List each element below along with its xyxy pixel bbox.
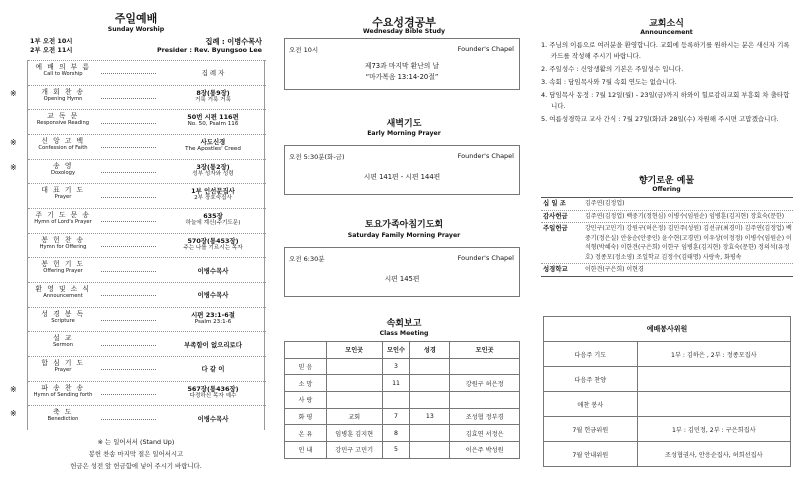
- table-header-cell: 모인곳: [450, 342, 520, 359]
- order-label-en: Prayer: [54, 367, 72, 373]
- order-row: [28, 356, 266, 381]
- table-header-cell: [285, 342, 327, 359]
- table-cell: [410, 375, 450, 392]
- order-value: [160, 187, 266, 202]
- table-row: [544, 417, 791, 442]
- order-value-main: 570장(통453장): [187, 236, 239, 245]
- stand-marker: ※: [10, 138, 17, 147]
- order-value: [160, 113, 266, 128]
- worship-order: [10, 60, 265, 430]
- order-label-ko: 예 배 의 부 름: [35, 63, 91, 71]
- news-item: 4. 담임목사 동정 : 7월 12일(월) - 23일(금)까지 하와이 힐로감리교회 부흥회 차 출타합니다.: [541, 91, 790, 110]
- order-value-sub: 성부 성자와 성령: [192, 170, 234, 177]
- order-row: [28, 233, 266, 258]
- order-label: [28, 137, 98, 152]
- news-item: 2. 주일성수 : 신앙생활의 기본은 주일성수 입니다.: [541, 65, 684, 73]
- table-row: [285, 442, 520, 459]
- table-cell: 조성협권사, 안응순집사, 허희선집사: [637, 442, 790, 467]
- order-value-main: 50번 시편 116편: [187, 113, 239, 122]
- order-value: [160, 163, 266, 178]
- order-value: [160, 267, 266, 275]
- order-label-ko: 대 표 기 도: [41, 186, 85, 195]
- order-label-en: Prayer: [54, 194, 72, 201]
- presider-ko: 집례 : 이병수목사: [205, 37, 262, 46]
- order-label-en: Call to Worship: [43, 71, 83, 77]
- table-cell: 강민구 고민기: [326, 442, 382, 459]
- offering-category: 감사헌금: [543, 211, 568, 220]
- order-label: [28, 334, 98, 349]
- table-cell: 8: [382, 425, 410, 442]
- order-value-sub: 2부 장호숙집사: [194, 195, 232, 202]
- saturday-title: 토요가족아침기도회: [364, 220, 444, 230]
- dawn-box: [284, 145, 520, 195]
- table-cell: [410, 392, 450, 409]
- order-value-main: 부족함이 없으리로다: [184, 340, 242, 349]
- table-row: [285, 392, 520, 409]
- table-header-cell: 성경: [410, 342, 450, 359]
- order-value: [160, 311, 266, 326]
- table-row: [285, 425, 520, 442]
- worship-subtitle: Sunday Worship: [107, 26, 165, 33]
- order-row: [10, 381, 266, 406]
- order-value-main: 이병수목사: [197, 291, 229, 300]
- order-row: [28, 183, 266, 208]
- worship-title: 주일예배: [114, 12, 158, 25]
- service-time-2: 2부 오전 11시: [30, 46, 73, 54]
- order-dots: [101, 123, 156, 124]
- order-value: [160, 415, 266, 423]
- saturday-time: 오전 6:30분: [289, 255, 325, 263]
- order-label-en: Doxology: [50, 169, 76, 176]
- offering-category: 십 일 조: [543, 199, 566, 207]
- order-label: [28, 384, 98, 399]
- order-label-ko: 축 도: [53, 408, 73, 417]
- table-cell: 화 평: [285, 408, 327, 425]
- order-dots: [101, 394, 156, 395]
- table-cell: [410, 442, 450, 459]
- order-row: [28, 331, 266, 356]
- order-label-en: Hymn of Lord's Prayer: [34, 219, 92, 225]
- order-row: [28, 60, 266, 85]
- order-dots: [101, 369, 156, 370]
- order-value-main: 8장(통9장): [196, 88, 230, 97]
- order-label-ko: 교 독 문: [47, 112, 79, 121]
- offering-names: 김주연(김정업): [585, 200, 625, 207]
- offering-box-note: 헌금은 성전 앞 헌금함에 넣어 주시기 바랍니다.: [70, 462, 202, 470]
- news-title: 교회소식: [649, 19, 684, 29]
- order-label: [28, 211, 98, 226]
- table-row: [285, 358, 520, 375]
- order-dots: [101, 221, 156, 222]
- order-value-sub: Psalm 23:1-6: [194, 318, 232, 325]
- table-cell: 소 망: [285, 375, 327, 392]
- order-dots: [101, 197, 156, 198]
- table-cell: [326, 375, 382, 392]
- table-cell: 5: [382, 442, 410, 459]
- order-value-sub: 하늘에 계신(주기도문): [185, 220, 241, 226]
- table-cell: 11: [382, 375, 410, 392]
- saturday-scripture: 시편 145편: [384, 275, 420, 283]
- table-cell: 3: [382, 358, 410, 375]
- wednesday-subtitle: Wednesday Bible Study: [362, 28, 446, 35]
- service-time-1: 1부 오전 10시: [30, 37, 73, 45]
- order-value-main: 567장(통436장): [187, 384, 239, 393]
- offering-list: [541, 197, 793, 277]
- stand-marker: ※: [10, 162, 17, 172]
- order-dots: [101, 73, 156, 74]
- table-cell: [326, 358, 382, 375]
- wednesday-box: [284, 38, 520, 90]
- order-dots: [101, 345, 156, 346]
- offering-names: 김주연(김정업) 백중기(정현심) 이병수(임원순) 임병훈(김지현) 장효숙(문한): [585, 212, 785, 220]
- order-label-ko: 합 심 기 도: [41, 359, 85, 367]
- order-value-sub: 거룩 거룩 거룩: [195, 96, 231, 103]
- order-row: [10, 159, 266, 184]
- table-cell: 1부 : 김하은 , 2부 : 정종모집사: [637, 342, 790, 367]
- order-value: [160, 365, 266, 373]
- table-cell: 교회: [326, 408, 382, 425]
- table-cell: 7월 헌금위원: [544, 417, 638, 442]
- offering-subtitle: Offering: [652, 186, 681, 193]
- order-label-en: Responsive Reading: [36, 120, 90, 127]
- order-label: [28, 112, 98, 127]
- wednesday-time: 오전 10시: [289, 46, 319, 54]
- order-label-ko: 송 영: [53, 161, 73, 170]
- offering-row: [541, 223, 793, 264]
- table-row: [285, 408, 520, 425]
- table-cell: 13: [410, 408, 450, 425]
- table-cell: 임병훈 김지현: [326, 425, 382, 442]
- order-label-ko: 파 송 찬 송: [41, 383, 85, 392]
- order-dots: [101, 172, 156, 173]
- order-label: [28, 310, 98, 325]
- table-cell: 인 내: [285, 442, 327, 459]
- order-row: [28, 307, 266, 332]
- wednesday-title: 수요성경공부: [372, 16, 436, 29]
- dawn-subtitle: Early Morning Prayer: [367, 130, 441, 137]
- table-row: [544, 342, 791, 367]
- order-value: [160, 291, 266, 299]
- table-header-row: [544, 317, 791, 342]
- table-cell: 사 랑: [285, 392, 327, 409]
- order-row: [28, 208, 266, 233]
- schedule-column: [278, 0, 530, 485]
- stand-note: ※ 는 일어서서 (Stand Up): [97, 438, 175, 446]
- saturday-box: [284, 247, 520, 297]
- table-cell: 다음주 기도: [544, 342, 638, 367]
- table-cell: 이은주 박성원: [450, 442, 520, 459]
- order-label: [28, 359, 98, 374]
- news-item: 1. 주님의 이름으로 여러분을 환영합니다. 교회에 등록하기를 원하시는 분은 새신자 기록카드를 작성해 주시기 바랍니다.: [541, 41, 790, 60]
- order-value-sub: 다정하신 목자 예수: [189, 392, 237, 399]
- order-value-main: 이병수목사: [197, 266, 229, 275]
- table-row: [544, 392, 791, 417]
- table-cell: [450, 358, 520, 375]
- offering-title: 향기로운 예물: [638, 176, 695, 186]
- offering-names: 강민구(고민기) 강원구(허은정) 김민주(성원) 김선규(최경미) 김주연(김정업) 백중기(정은실) 안웅순(안중인) 윤수현(고경민) 이우상(이정정) 이병수(임원순) 이석형(박혜숙) 이한견(구은희) 이한구 임병훈(김지현) 장효숙(문한) 정의석(유정호) 정종모(정소영) 조일학교 김정수(김태명) 사랑속, 화평속: [585, 225, 792, 261]
- order-label-en: Opening Hymn: [43, 95, 83, 102]
- order-label-en: Announcement: [43, 293, 83, 299]
- order-label: [28, 63, 98, 78]
- order-label-ko: 봉 헌 찬 송: [41, 235, 85, 244]
- volunteers-table: [543, 316, 791, 467]
- dawn-place: Founder's Chapel: [457, 152, 514, 160]
- order-label-en: Confession of Faith: [38, 145, 88, 151]
- order-label-en: Scripture: [51, 317, 75, 324]
- table-cell: [450, 392, 520, 409]
- table-cell: 강원구 허은정: [450, 375, 520, 392]
- order-value-main: 시편 23:1-6절: [191, 310, 235, 319]
- order-value-main: 635장: [203, 212, 223, 220]
- order-value: [160, 138, 266, 153]
- order-row: [10, 405, 266, 430]
- offering-category: 성경학교: [543, 265, 568, 273]
- dawn-scripture: 시편 141편 - 시편 144편: [363, 173, 441, 181]
- order-row: [28, 282, 266, 307]
- order-label: [28, 260, 98, 275]
- order-label: [28, 162, 98, 177]
- order-dots: [101, 419, 156, 420]
- order-dots: [101, 295, 156, 296]
- table-cell: [637, 392, 790, 417]
- table-cell: [382, 392, 410, 409]
- order-value: [160, 341, 266, 349]
- dawn-title: 새벽기도: [386, 119, 422, 129]
- order-dots: [101, 246, 156, 247]
- table-cell: [410, 425, 450, 442]
- order-value: [160, 212, 266, 227]
- order-row: [28, 109, 266, 134]
- order-value-main: 다 같 이: [201, 365, 225, 374]
- table-header-row: [285, 342, 520, 359]
- order-value: [160, 385, 266, 400]
- order-label-en: Hymn of Sending forth: [33, 391, 93, 398]
- table-row: [544, 367, 791, 392]
- table-row: [285, 375, 520, 392]
- stand-marker: ※: [10, 384, 17, 394]
- table-cell: [410, 358, 450, 375]
- order-value-sub: The Apostles' Creed: [185, 146, 241, 152]
- order-value: [160, 69, 266, 77]
- order-label: [28, 186, 98, 201]
- order-row: [28, 257, 266, 282]
- order-value-main: 사도신경: [200, 138, 226, 146]
- offering-row: [541, 198, 793, 211]
- order-value-sub: No. 50, Psalm 116: [187, 121, 239, 128]
- stand-marker: ※: [10, 409, 17, 419]
- class-meeting-title: 속회보고: [386, 319, 422, 329]
- saturday-place: Founder's Chapel: [457, 254, 514, 262]
- table-cell: 김효연 서정은: [450, 425, 520, 442]
- table-header-cell: 모인곳: [326, 342, 382, 359]
- table-cell: 7: [382, 408, 410, 425]
- table-cell: 애찬 봉사: [544, 392, 638, 417]
- order-value: [160, 89, 266, 104]
- stand-marker: ※: [10, 88, 17, 98]
- order-value-main: 집 례 자: [201, 69, 225, 78]
- order-value-main: 1부 인선문집사: [191, 187, 235, 196]
- table-header-cell: 모인수: [382, 342, 410, 359]
- worship-column: [0, 0, 272, 485]
- table-cell: 7월 안내위원: [544, 442, 638, 467]
- presider-en: Presider : Rev. Byungsoo Lee: [156, 46, 262, 54]
- order-row: [10, 85, 266, 110]
- order-row: [10, 134, 266, 159]
- wednesday-lesson: 제73과 마지막 환난의 날: [364, 62, 440, 70]
- order-dots: [101, 320, 156, 321]
- order-label-en: Benediction: [47, 416, 79, 423]
- news-list: [541, 40, 791, 127]
- order-value-main: 이병수목사: [197, 414, 229, 423]
- order-value-main: 3장(통2장): [196, 162, 230, 171]
- order-label-en: Offering Prayer: [43, 268, 83, 275]
- order-label-ko: 성 경 봉 독: [41, 309, 85, 318]
- order-label: [28, 285, 98, 300]
- order-label-ko: 주 기 도 문 송: [35, 211, 91, 219]
- offering-row: [541, 264, 793, 276]
- class-meeting-table: [284, 341, 520, 459]
- order-label-en: Sermon: [52, 342, 74, 349]
- table-cell: 믿 음: [285, 358, 327, 375]
- order-label-ko: 신 앙 고 백: [41, 137, 85, 145]
- order-label-ko: 설 교: [53, 334, 73, 343]
- order-value: [160, 237, 266, 252]
- wednesday-scripture: “마가복음 13:14-20절”: [365, 73, 439, 81]
- order-label: [28, 408, 98, 423]
- news-item: 3. 속회 : 담임목사와 7월 속회 연도는 없습니다.: [541, 78, 677, 86]
- order-label: [28, 88, 98, 103]
- dawn-time: 오전 5:30분(화-금): [289, 153, 345, 161]
- order-dots: [101, 147, 156, 148]
- table-cell: 다음주 찬양: [544, 367, 638, 392]
- table-row: [544, 442, 791, 467]
- order-label-ko: 봉 헌 기 도: [41, 260, 85, 269]
- table-cell: [326, 392, 382, 409]
- table-cell: 조성협 정부경: [450, 408, 520, 425]
- offering-category: 주일헌금: [543, 224, 568, 232]
- order-label-ko: 개 회 찬 송: [41, 87, 85, 96]
- order-dots: [101, 98, 156, 99]
- offering-note: 봉헌 찬송 마지막 절은 일어서시고: [88, 450, 184, 458]
- offering-row: [541, 211, 793, 224]
- news-subtitle: Announcement: [640, 29, 693, 36]
- volunteers-title: 예배봉사위원: [544, 317, 791, 342]
- order-label-ko: 환 영 및 소 식: [35, 285, 91, 293]
- wednesday-place: Founder's Chapel: [457, 45, 514, 53]
- class-meeting-subtitle: Class Meeting: [379, 330, 429, 337]
- table-cell: 1부 : 김민정, 2부 : 구은희집사: [637, 417, 790, 442]
- order-label-en: Hymn for Offering: [39, 243, 87, 250]
- news-column: [533, 0, 800, 485]
- order-label: [28, 236, 98, 251]
- table-cell: 온 유: [285, 425, 327, 442]
- order-value-sub: 주는 나를 기르시는 목자: [183, 244, 243, 251]
- table-cell: [637, 367, 790, 392]
- offering-names: 이한견(구은희) 이현경: [585, 266, 644, 273]
- order-dots: [101, 271, 156, 272]
- news-item: 5. 여름성경학교 교사 간식 : 7월 27일(화)과 28일(수) 자원해 주시면 고맙겠습니다.: [541, 115, 779, 123]
- saturday-subtitle: Saturday Family Morning Prayer: [347, 232, 461, 239]
